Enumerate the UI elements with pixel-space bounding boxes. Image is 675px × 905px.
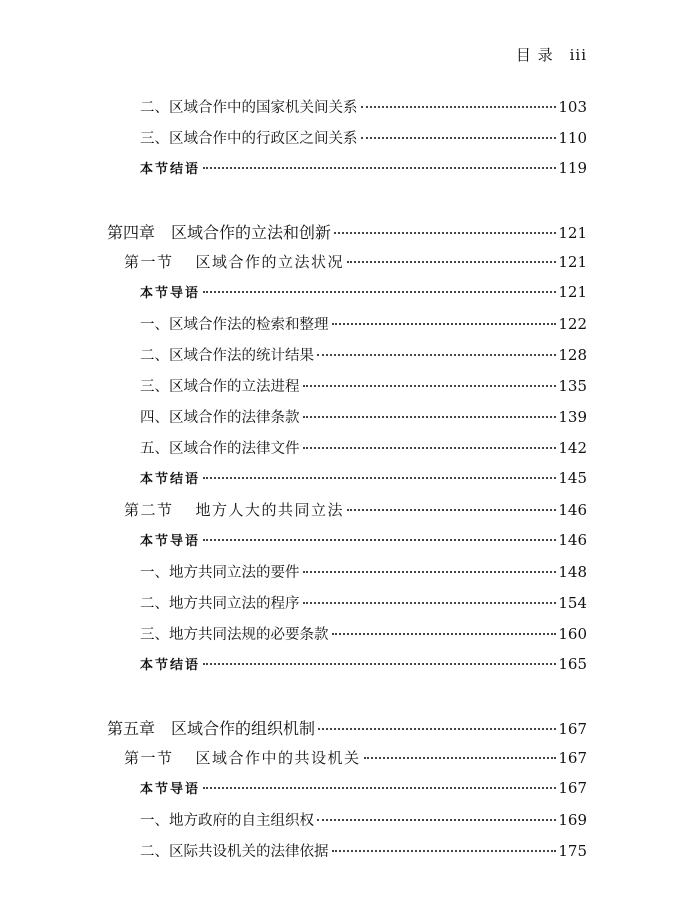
dot-leader (303, 571, 557, 573)
toc-entry-page-number: 175 (558, 842, 587, 860)
toc-entry-title: 二、区域合作中的国家机关间关系 (140, 100, 358, 116)
toc-entry-title (124, 499, 344, 520)
dot-leader (203, 539, 556, 541)
toc-entry-title (107, 220, 331, 243)
toc-entry-item (140, 592, 587, 613)
toc-entry-number: 第一节 (124, 253, 174, 271)
toc-entry-page-number: 167 (558, 779, 587, 797)
toc-entry-item (140, 96, 587, 117)
toc-entry-summary (140, 530, 587, 549)
toc-entry-summary (140, 158, 587, 177)
toc-entry-title: 二、区域合作法的统计结果 (140, 348, 314, 364)
dot-leader (303, 385, 557, 387)
toc-entry-page-number: 167 (558, 749, 587, 767)
dot-leader (203, 787, 556, 789)
toc-entry-title: 三、区域合作的立法进程 (140, 379, 300, 395)
toc-entry-title (107, 716, 315, 739)
toc-entry-title (124, 747, 361, 768)
toc-entry-section (124, 747, 587, 768)
toc-entry-number: 第一节 (124, 749, 174, 767)
running-header (516, 44, 587, 65)
toc-entry-title: 一、地方共同立法的要件 (140, 565, 300, 581)
toc-entry-page-number: 135 (558, 377, 587, 395)
toc-entry-text: 区域合作的立法和创新 (171, 223, 332, 242)
toc-entry-summary (140, 778, 587, 797)
toc-entry-page-number: 146 (558, 501, 587, 519)
toc-entry-item (140, 840, 587, 861)
toc-entry-item (140, 561, 587, 582)
toc-entry-title: 本节导语 (140, 286, 201, 301)
toc-entry-summary (140, 468, 587, 487)
toc-entry-item (140, 344, 587, 365)
toc-entry-item (140, 127, 587, 148)
dot-leader (332, 850, 557, 852)
toc-entry-text: 区域合作的组织机制 (171, 719, 316, 738)
toc-entry-item (140, 406, 587, 427)
header-label: 目 录 (515, 46, 554, 64)
dot-leader (361, 137, 557, 139)
dot-leader (334, 232, 556, 234)
dot-leader (203, 477, 556, 479)
toc-entry-summary (140, 654, 587, 673)
dot-leader (347, 261, 556, 263)
dot-leader (347, 509, 556, 511)
dot-leader (361, 106, 557, 108)
toc-entry-page-number: 148 (558, 563, 587, 581)
toc-entry-section (124, 251, 587, 272)
toc-entry-title: 三、区域合作中的行政区之间关系 (140, 131, 358, 147)
toc-entry-number: 第五章 (107, 719, 156, 738)
toc-entry-chapter (107, 716, 587, 739)
dot-leader (303, 447, 557, 449)
toc-entry-title: 三、地方共同法规的必要条款 (140, 627, 329, 643)
header-page-number: iii (569, 46, 587, 64)
toc-entry-title: 二、区际共设机关的法律依据 (140, 844, 329, 860)
toc-entry-title: 本节结语 (140, 472, 201, 487)
toc-entry-page-number: 139 (558, 408, 587, 426)
toc-entry-summary (140, 282, 587, 301)
toc-entry-item (140, 313, 587, 334)
toc-entry-page-number: 146 (558, 531, 587, 549)
toc-entry-page-number: 160 (558, 625, 587, 643)
toc-entry-title: 本节结语 (140, 162, 201, 177)
dot-leader (318, 728, 556, 730)
toc-entry-page-number: 142 (558, 439, 587, 457)
toc-entry-text: 区域合作的立法状况 (195, 253, 345, 271)
toc-entry-text: 地方人大的共同立法 (195, 501, 345, 519)
toc-entry-page-number: 128 (558, 346, 587, 364)
toc-entry-page-number: 122 (558, 315, 587, 333)
dot-leader (317, 354, 556, 356)
toc-entry-text: 区域合作中的共设机关 (195, 749, 361, 767)
dot-leader (317, 819, 556, 821)
toc-entry-number: 第二节 (124, 501, 174, 519)
dot-leader (332, 323, 557, 325)
toc-entry-page-number: 119 (558, 159, 587, 177)
toc-entry-item (140, 809, 587, 830)
toc-entry-title: 五、区域合作的法律文件 (140, 441, 300, 457)
toc-entry-title: 本节结语 (140, 658, 201, 673)
dot-leader (303, 602, 557, 604)
toc-entry-item (140, 623, 587, 644)
toc-entry-number: 第四章 (107, 223, 156, 242)
dot-leader (303, 416, 557, 418)
dot-leader (364, 757, 557, 759)
toc-entry-item (140, 375, 587, 396)
toc-entry-page-number: 110 (558, 129, 587, 147)
toc-entry-page-number: 121 (558, 283, 587, 301)
toc-entry-page-number: 145 (558, 469, 587, 487)
toc-entry-page-number: 103 (558, 98, 587, 116)
toc-entry-title: 二、地方共同立法的程序 (140, 596, 300, 612)
toc-entry-page-number: 154 (558, 594, 587, 612)
dot-leader (203, 291, 556, 293)
toc-entry-title: 本节导语 (140, 534, 201, 549)
toc-entry-page-number: 121 (558, 253, 587, 271)
dot-leader (203, 167, 556, 169)
toc-entry-title: 一、区域合作法的检索和整理 (140, 317, 329, 333)
toc-entry-chapter (107, 220, 587, 243)
toc-entry-page-number: 167 (558, 720, 587, 738)
toc-entry-section (124, 499, 587, 520)
toc-entry-title: 一、地方政府的自主组织权 (140, 813, 314, 829)
toc-entry-title: 本节导语 (140, 782, 201, 797)
toc-entry-page-number: 121 (558, 224, 587, 242)
dot-leader (332, 633, 557, 635)
toc-entry-page-number: 169 (558, 811, 587, 829)
dot-leader (203, 663, 556, 665)
toc-entry-item (140, 437, 587, 458)
toc-entry-title: 四、区域合作的法律条款 (140, 410, 300, 426)
toc-entry-title (124, 251, 344, 272)
toc-entry-page-number: 165 (558, 655, 587, 673)
